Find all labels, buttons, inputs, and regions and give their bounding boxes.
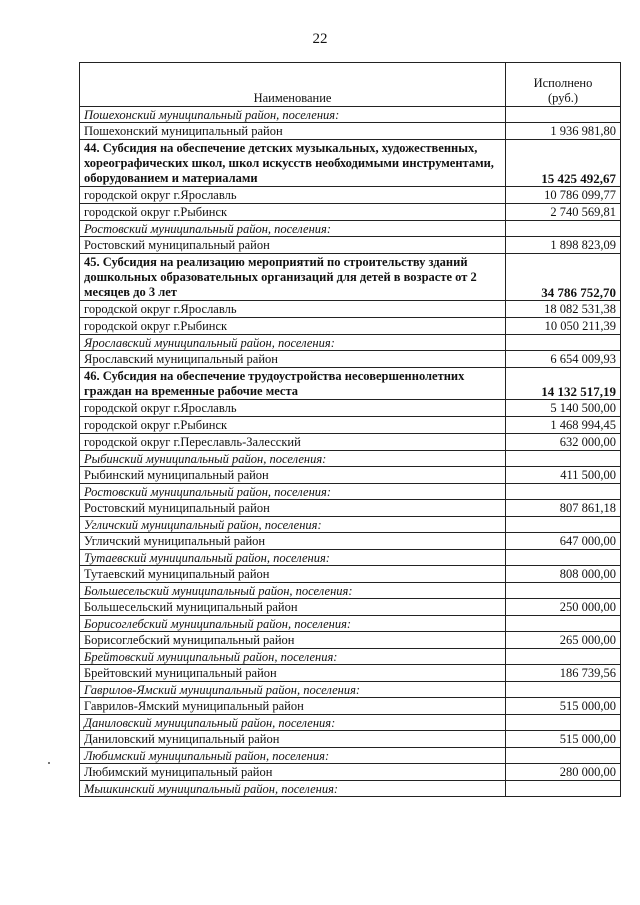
district-group-label: Гаврилов-Ямский муниципальный район, поселения: bbox=[80, 682, 506, 698]
municipality-name: городской округ г.Рыбинск bbox=[80, 204, 506, 221]
name-column-header: Наименование bbox=[80, 63, 506, 107]
municipality-name: Ростовский муниципальный район bbox=[80, 237, 506, 254]
municipality-name: Любимский муниципальный район bbox=[80, 764, 506, 781]
subsidy-total-amount: 14 132 517,19 bbox=[506, 368, 621, 400]
table-row bbox=[80, 400, 621, 417]
subsidy-total-amount: 34 786 752,70 bbox=[506, 254, 621, 301]
table-row bbox=[80, 764, 621, 781]
municipality-name: городской округ г.Ярославль bbox=[80, 400, 506, 417]
district-group-label: Пошехонский муниципальный район, поселения: bbox=[80, 107, 506, 123]
district-group-label: Мышкинский муниципальный район, поселения: bbox=[80, 781, 506, 797]
table-row bbox=[80, 417, 621, 434]
amount-cell bbox=[506, 781, 621, 797]
district-group-row bbox=[80, 484, 621, 500]
municipality-name: городской округ г.Ярославль bbox=[80, 187, 506, 204]
amount-cell: 1 898 823,09 bbox=[506, 237, 621, 254]
district-group-row bbox=[80, 583, 621, 599]
amount-cell bbox=[506, 221, 621, 237]
amount-cell bbox=[506, 748, 621, 764]
subsidy-row bbox=[80, 368, 621, 400]
amount-cell bbox=[506, 550, 621, 566]
district-group-label: Борисоглебский муниципальный район, поселения: bbox=[80, 616, 506, 632]
municipality-name: Большесельский муниципальный район bbox=[80, 599, 506, 616]
amount-cell: 808 000,00 bbox=[506, 566, 621, 583]
district-group-label: Любимский муниципальный район, поселения: bbox=[80, 748, 506, 764]
table-row bbox=[80, 566, 621, 583]
amount-cell: 411 500,00 bbox=[506, 467, 621, 484]
table-row bbox=[80, 632, 621, 649]
district-group-label: Ростовский муниципальный район, поселения: bbox=[80, 221, 506, 237]
district-group-row bbox=[80, 517, 621, 533]
district-group-row bbox=[80, 107, 621, 123]
table-row bbox=[80, 204, 621, 221]
district-group-label: Большесельский муниципальный район, поселения: bbox=[80, 583, 506, 599]
amount-cell bbox=[506, 682, 621, 698]
municipality-name: Ярославский муниципальный район bbox=[80, 351, 506, 368]
amount-cell bbox=[506, 649, 621, 665]
municipality-name: Ростовский муниципальный район bbox=[80, 500, 506, 517]
amount-cell bbox=[506, 451, 621, 467]
municipality-name: Даниловский муниципальный район bbox=[80, 731, 506, 748]
amount-column-header bbox=[506, 63, 621, 107]
amount-cell: 5 140 500,00 bbox=[506, 400, 621, 417]
table-row bbox=[80, 467, 621, 484]
table-body bbox=[80, 107, 621, 797]
district-group-row bbox=[80, 748, 621, 764]
municipality-name: Брейтовский муниципальный район bbox=[80, 665, 506, 682]
municipality-name: городской округ г.Ярославль bbox=[80, 301, 506, 318]
district-group-row bbox=[80, 682, 621, 698]
district-group-row bbox=[80, 715, 621, 731]
district-group-row bbox=[80, 221, 621, 237]
table-row bbox=[80, 351, 621, 368]
amount-cell: 186 739,56 bbox=[506, 665, 621, 682]
district-group-label: Даниловский муниципальный район, поселения: bbox=[80, 715, 506, 731]
table-row bbox=[80, 599, 621, 616]
district-group-label: Ярославский муниципальный район, поселения: bbox=[80, 335, 506, 351]
amount-cell bbox=[506, 583, 621, 599]
table-row bbox=[80, 318, 621, 335]
table-row bbox=[80, 500, 621, 517]
district-group-row bbox=[80, 451, 621, 467]
amount-cell bbox=[506, 484, 621, 500]
district-group-label: Тутаевский муниципальный район, поселения: bbox=[80, 550, 506, 566]
municipality-name: городской округ г.Рыбинск bbox=[80, 318, 506, 335]
table-row bbox=[80, 187, 621, 204]
table-row bbox=[80, 237, 621, 254]
district-group-label: Ростовский муниципальный район, поселения: bbox=[80, 484, 506, 500]
amount-cell: 280 000,00 bbox=[506, 764, 621, 781]
amount-cell bbox=[506, 715, 621, 731]
amount-cell: 1 936 981,80 bbox=[506, 123, 621, 140]
budget-execution-table bbox=[79, 62, 621, 797]
district-group-row bbox=[80, 781, 621, 797]
district-group-row bbox=[80, 335, 621, 351]
district-group-label: Рыбинский муниципальный район, поселения: bbox=[80, 451, 506, 467]
subsidy-title: 45. Субсидия на реализацию мероприятий по строительству зданий дошкольных образовательных организаций для детей в возрасте от 2 месяцев до 3 лет bbox=[80, 254, 506, 301]
municipality-name: Тутаевский муниципальный район bbox=[80, 566, 506, 583]
amount-cell bbox=[506, 335, 621, 351]
amount-cell: 250 000,00 bbox=[506, 599, 621, 616]
municipality-name: Борисоглебский муниципальный район bbox=[80, 632, 506, 649]
amount-cell: 1 468 994,45 bbox=[506, 417, 621, 434]
amount-cell: 647 000,00 bbox=[506, 533, 621, 550]
municipality-name: Рыбинский муниципальный район bbox=[80, 467, 506, 484]
amount-cell: 515 000,00 bbox=[506, 731, 621, 748]
municipality-name: городской округ г.Рыбинск bbox=[80, 417, 506, 434]
amount-cell bbox=[506, 517, 621, 533]
amount-cell: 632 000,00 bbox=[506, 434, 621, 451]
amount-cell: 18 082 531,38 bbox=[506, 301, 621, 318]
table-row bbox=[80, 123, 621, 140]
table-row bbox=[80, 731, 621, 748]
municipality-name: городской округ г.Переславль-Залесский bbox=[80, 434, 506, 451]
amount-cell: 265 000,00 bbox=[506, 632, 621, 649]
table-row bbox=[80, 301, 621, 318]
amount-cell: 6 654 009,93 bbox=[506, 351, 621, 368]
district-group-row bbox=[80, 550, 621, 566]
amount-cell bbox=[506, 616, 621, 632]
table-row bbox=[80, 665, 621, 682]
amount-header-line-1: Исполнено bbox=[533, 76, 593, 90]
amount-header-line-2: (руб.) bbox=[548, 91, 578, 105]
municipality-name: Гаврилов-Ямский муниципальный район bbox=[80, 698, 506, 715]
page-number: 22 bbox=[312, 31, 328, 47]
scan-mark bbox=[48, 762, 50, 764]
subsidy-title: 46. Субсидия на обеспечение трудоустройства несовершеннолетних граждан на временные рабочие места bbox=[80, 368, 506, 400]
district-group-label: Брейтовский муниципальный район, поселения: bbox=[80, 649, 506, 665]
table-row bbox=[80, 698, 621, 715]
municipality-name: Пошехонский муниципальный район bbox=[80, 123, 506, 140]
amount-cell bbox=[506, 107, 621, 123]
district-group-row bbox=[80, 649, 621, 665]
district-group-label: Угличский муниципальный район, поселения: bbox=[80, 517, 506, 533]
amount-cell: 2 740 569,81 bbox=[506, 204, 621, 221]
subsidy-total-amount: 15 425 492,67 bbox=[506, 140, 621, 187]
table-header-row bbox=[80, 63, 621, 107]
subsidy-row bbox=[80, 140, 621, 187]
table-row bbox=[80, 533, 621, 550]
table-row bbox=[80, 434, 621, 451]
subsidy-title: 44. Субсидия на обеспечение детских музыкальных, художественных, хореографических школ, школ искусств необходимыми инструментами, оборудованием и материалами bbox=[80, 140, 506, 187]
amount-cell: 10 050 211,39 bbox=[506, 318, 621, 335]
amount-cell: 807 861,18 bbox=[506, 500, 621, 517]
amount-cell: 10 786 099,77 bbox=[506, 187, 621, 204]
municipality-name: Угличский муниципальный район bbox=[80, 533, 506, 550]
subsidy-row bbox=[80, 254, 621, 301]
amount-cell: 515 000,00 bbox=[506, 698, 621, 715]
district-group-row bbox=[80, 616, 621, 632]
